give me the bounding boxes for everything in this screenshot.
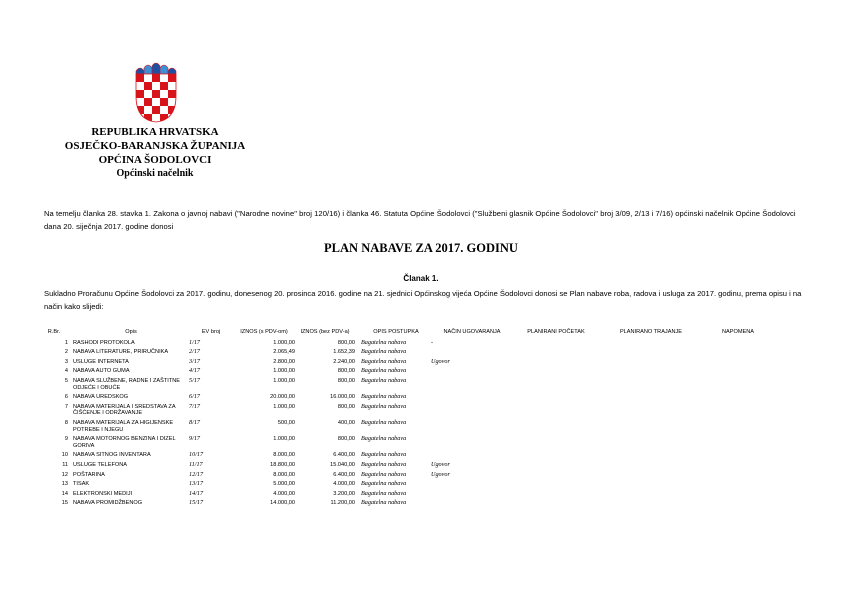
col-header-ev: EV broj	[201, 329, 221, 335]
cell-trajanje	[599, 436, 703, 452]
cell-trajanje	[599, 481, 703, 491]
cell-opis: TISAK	[73, 481, 90, 488]
cell-trajanje	[599, 472, 703, 482]
cell-opis: NABAVA SLUŽBENE, RADNE I ZAŠTITNE ODJEĆE I OBUĆE	[73, 377, 181, 391]
cell-napomena	[703, 472, 773, 482]
cell-iznos-pdv: 500,00	[277, 419, 295, 426]
cell-opis: NABAVA LITERATURE, PRIRUČNIKA	[73, 349, 169, 356]
cell-rb: 2	[64, 349, 68, 356]
header-municipality: OPĆINA ŠODOLOVCI	[98, 154, 212, 166]
cell-postupak: Bagatelna nabava	[361, 451, 407, 459]
cell-iznos-bez: 800,00	[337, 436, 355, 443]
cell-pocetak	[513, 340, 599, 350]
cell-pocetak	[513, 378, 599, 394]
cell-pocetak	[513, 349, 599, 359]
cell-postupak: Bagatelna nabava	[361, 376, 407, 384]
cell-trajanje	[599, 378, 703, 394]
cell-iznos-pdv: 1.000,00	[273, 368, 295, 375]
cell-napomena	[703, 349, 773, 359]
col-header-iznos-pdv: IZNOS (s PDV-om)	[240, 329, 288, 335]
cell-ev-broj: 10/17	[189, 451, 204, 459]
cell-opis: USLUGE TELEFONA	[73, 461, 127, 468]
cell-iznos-pdv: 1.000,00	[273, 403, 295, 410]
cell-rb: 9	[64, 436, 68, 443]
cell-trajanje	[599, 340, 703, 350]
cell-pocetak	[513, 436, 599, 452]
cell-postupak: Bagatelna nabava	[361, 367, 407, 375]
procurement-table	[40, 329, 773, 510]
cell-napomena	[703, 436, 773, 452]
header-block	[40, 125, 270, 181]
header-county: OSJEČKO-BARANJSKA ŽUPANIJA	[64, 140, 246, 152]
cell-iznos-bez: 4.000,00	[333, 481, 355, 488]
cell-iznos-pdv: 1.000,00	[273, 377, 295, 384]
cell-opis: NABAVA UREDSKOG	[73, 394, 129, 401]
cell-opis: ELEKTRONSKI MEDIJI	[73, 490, 133, 497]
table-row	[40, 378, 773, 394]
cell-ev-broj: 12/17	[189, 470, 204, 478]
cell-pocetak	[513, 462, 599, 472]
cell-pocetak	[513, 359, 599, 369]
cell-ugovaranje	[431, 500, 513, 510]
col-header-napomena: NAPOMENA	[721, 329, 754, 335]
cell-rb: 7	[64, 403, 68, 410]
cell-trajanje	[599, 500, 703, 510]
cell-napomena	[703, 420, 773, 436]
cell-opis: NABAVA SITNOG INVENTARA	[73, 452, 151, 459]
cell-iznos-bez: 2.240,00	[333, 358, 355, 365]
table-row	[40, 368, 773, 378]
col-header-iznos-bez: IZNOS (bez PDV-a)	[300, 329, 350, 335]
cell-ugovaranje	[431, 420, 513, 436]
cell-ev-broj: 15/17	[189, 499, 204, 507]
cell-postupak: Bagatelna nabava	[361, 435, 407, 443]
table-row	[40, 472, 773, 482]
cell-ev-broj: 11/17	[189, 460, 203, 468]
cell-pocetak	[513, 472, 599, 482]
cell-rb: 3	[64, 358, 68, 365]
cell-ev-broj: 5/17	[189, 376, 201, 384]
cell-iznos-bez: 400,00	[337, 419, 355, 426]
table-row	[40, 500, 773, 510]
cell-iznos-bez: 6.400,00	[333, 452, 355, 459]
article-paragraph: Sukladno Proračunu Općine Šodolovci za 2017. godinu, donesenog 20. prosinca 2016. godine na 21. sjednici Općinskog vijeća Općine Šodolovci donosi se Plan nabave roba, radova i usluga za 2017. godinu, prema opisu i na način kako slijedi:	[44, 289, 802, 311]
cell-ugovaranje: Ugovor	[431, 460, 450, 468]
cell-trajanje	[599, 491, 703, 501]
cell-pocetak	[513, 368, 599, 378]
cell-opis: NABAVA MATERIJALA I SREDSTAVA ZA ČIŠĆENJE I ODRŽAVANJE	[73, 403, 176, 417]
table-row	[40, 462, 773, 472]
cell-trajanje	[599, 420, 703, 436]
cell-opis: RASHODI PROTOKOLA	[73, 339, 135, 346]
cell-iznos-pdv: 5.000,00	[273, 481, 295, 488]
cell-ev-broj: 14/17	[189, 489, 204, 497]
cell-pocetak	[513, 491, 599, 501]
cell-iznos-pdv: 2.065,49	[273, 349, 295, 356]
header-republic: REPUBLIKA HRVATSKA	[91, 126, 219, 138]
cell-iznos-pdv: 8.000,00	[273, 471, 295, 478]
cell-postupak: Bagatelna nabava	[361, 470, 407, 478]
cell-trajanje	[599, 462, 703, 472]
cell-pocetak	[513, 420, 599, 436]
cell-iznos-bez: 15.040,00	[330, 461, 355, 468]
coat-of-arms-icon	[132, 58, 180, 124]
cell-iznos-pdv: 20.000,00	[270, 394, 295, 401]
cell-ugovaranje	[431, 378, 513, 394]
cell-rb: 15	[61, 500, 68, 507]
table-row	[40, 436, 773, 452]
cell-rb: 6	[64, 394, 68, 401]
cell-postupak: Bagatelna nabava	[361, 489, 407, 497]
cell-postupak: Bagatelna nabava	[361, 499, 407, 507]
col-header-opis: Opis	[125, 329, 137, 335]
cell-ev-broj: 9/17	[189, 435, 201, 443]
col-header-ugovaranje: NAČIN UGOVARANJA	[443, 329, 501, 335]
cell-rb: 14	[61, 490, 68, 497]
cell-napomena	[703, 404, 773, 420]
cell-rb: 11	[62, 461, 68, 468]
cell-ugovaranje	[431, 436, 513, 452]
cell-ev-broj: 7/17	[189, 402, 201, 410]
cell-iznos-bez: 800,00	[337, 377, 355, 384]
cell-trajanje	[599, 452, 703, 462]
col-header-postupak: OPIS POSTUPKA	[373, 329, 419, 335]
cell-trajanje	[599, 349, 703, 359]
cell-ugovaranje	[431, 404, 513, 420]
cell-rb: 10	[61, 452, 68, 459]
cell-iznos-bez: 1.652,39	[333, 349, 355, 356]
cell-pocetak	[513, 500, 599, 510]
cell-ev-broj: 8/17	[189, 418, 201, 426]
cell-ugovaranje	[431, 491, 513, 501]
cell-trajanje	[599, 359, 703, 369]
cell-opis: NABAVA MOTORNOG BENZINA I DIZEL GORIVA	[73, 436, 176, 449]
col-header-pocetak: PLANIRANI POČETAK	[527, 329, 585, 335]
table-header-row	[40, 329, 773, 340]
cell-iznos-bez: 800,00	[337, 368, 355, 375]
cell-napomena	[703, 500, 773, 510]
cell-opis: NABAVA AUTO GUMA	[73, 368, 130, 375]
table-row	[40, 481, 773, 491]
cell-rb: 13	[61, 481, 68, 488]
table-row	[40, 404, 773, 420]
cell-napomena	[703, 481, 773, 491]
cell-rb: 4	[64, 368, 68, 375]
cell-ugovaranje	[431, 481, 513, 491]
cell-postupak: Bagatelna nabava	[361, 338, 407, 346]
cell-iznos-pdv: 8.000,00	[273, 452, 295, 459]
cell-ev-broj: 3/17	[189, 357, 201, 365]
cell-ev-broj: 4/17	[189, 367, 201, 375]
cell-iznos-pdv: 18.800,00	[270, 461, 295, 468]
table-row	[40, 452, 773, 462]
cell-napomena	[703, 491, 773, 501]
table-row	[40, 359, 773, 369]
cell-pocetak	[513, 394, 599, 404]
cell-opis: POŠTARINA	[73, 471, 105, 478]
cell-napomena	[703, 462, 773, 472]
cell-ugovaranje: -	[431, 338, 434, 346]
intro-paragraph: Na temelju članka 28. stavka 1. Zakona o javnoj nabavi ("Narodne novine" broj 120/16) i članka 46. Statuta Općine Šodolovci ("Službeni glasnik Općine Šodolovci" broj 3/09, 2/13 i 7/16) općinski načelnik Općine Šodolovci dana 20. siječnja 2017. godine donosi	[44, 209, 796, 231]
cell-opis: USLUGE INTERNETA	[73, 358, 129, 365]
cell-pocetak	[513, 481, 599, 491]
cell-postupak: Bagatelna nabava	[361, 357, 407, 365]
cell-ev-broj: 2/17	[189, 348, 201, 356]
cell-iznos-bez: 11.200,00	[330, 500, 355, 507]
cell-iznos-bez: 800,00	[337, 403, 355, 410]
cell-opis: NABAVA MATERIJALA ZA HIGIJENSKE POTREBE I NJEGU	[73, 419, 174, 433]
cell-napomena	[703, 368, 773, 378]
cell-iznos-pdv: 1.000,00	[273, 436, 295, 443]
col-header-rb: R.Br.	[47, 329, 61, 335]
cell-napomena	[703, 452, 773, 462]
document-title: PLAN NABAVE ZA 2017. GODINU	[324, 241, 518, 255]
cell-ev-broj: 13/17	[189, 480, 204, 488]
cell-ev-broj: 6/17	[189, 393, 201, 401]
cell-postupak: Bagatelna nabava	[361, 460, 407, 468]
cell-rb: 1	[64, 339, 68, 346]
cell-ugovaranje	[431, 368, 513, 378]
table-row	[40, 420, 773, 436]
cell-napomena	[703, 340, 773, 350]
cell-trajanje	[599, 404, 703, 420]
cell-iznos-bez: 800,00	[337, 339, 355, 346]
cell-iznos-pdv: 2.800,00	[273, 358, 295, 365]
cell-ugovaranje: Ugovor	[431, 357, 450, 365]
cell-iznos-bez: 6.400,00	[333, 471, 355, 478]
cell-trajanje	[599, 394, 703, 404]
cell-napomena	[703, 394, 773, 404]
cell-napomena	[703, 359, 773, 369]
cell-rb: 12	[61, 471, 68, 478]
cell-ev-broj: 1/17	[189, 338, 201, 346]
cell-postupak: Bagatelna nabava	[361, 418, 407, 426]
cell-iznos-bez: 16.000,00	[330, 394, 355, 401]
table-row	[40, 491, 773, 501]
article-heading: Članak 1.	[403, 274, 439, 283]
cell-postupak: Bagatelna nabava	[361, 480, 407, 488]
cell-rb: 8	[64, 419, 68, 426]
cell-pocetak	[513, 404, 599, 420]
cell-iznos-pdv: 4.000,00	[273, 490, 295, 497]
cell-iznos-pdv: 1.000,00	[273, 339, 295, 346]
table-row	[40, 349, 773, 359]
cell-rb: 5	[64, 377, 68, 384]
cell-opis: NABAVA PROMIDŽBENOG	[73, 500, 143, 507]
cell-postupak: Bagatelna nabava	[361, 348, 407, 356]
cell-postupak: Bagatelna nabava	[361, 402, 407, 410]
table-row	[40, 340, 773, 350]
cell-trajanje	[599, 368, 703, 378]
cell-pocetak	[513, 452, 599, 462]
cell-ugovaranje	[431, 394, 513, 404]
col-header-trajanje: PLANIRANO TRAJANJE	[619, 329, 683, 335]
cell-ugovaranje: Ugovor	[431, 470, 450, 478]
cell-iznos-bez: 3.200,00	[333, 490, 355, 497]
header-office: Općinski načelnik	[116, 168, 194, 179]
cell-postupak: Bagatelna nabava	[361, 393, 407, 401]
cell-iznos-pdv: 14.000,00	[270, 500, 295, 507]
cell-napomena	[703, 378, 773, 394]
table-row	[40, 394, 773, 404]
